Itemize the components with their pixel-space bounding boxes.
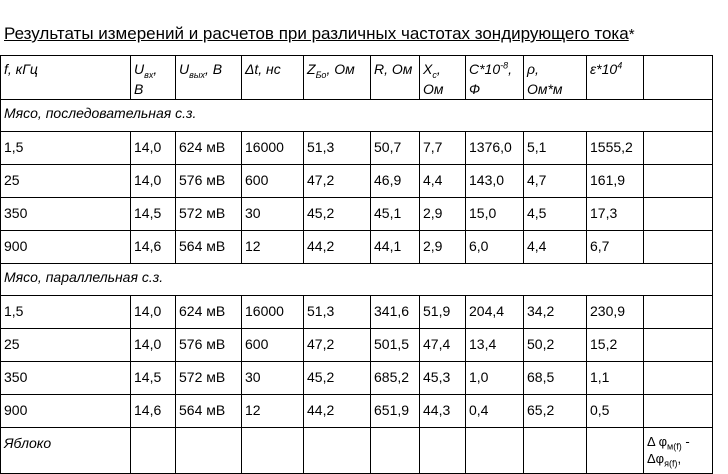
table-cell: 45,1 — [371, 198, 420, 231]
section-label: Мясо, параллельная с.з. — [1, 264, 713, 296]
table-cell: 600 — [242, 165, 304, 198]
table-row — [1, 395, 713, 428]
table-cell: 0,5 — [587, 395, 644, 428]
table-cell: 341,6 — [371, 296, 420, 329]
table-cell: 47,4 — [420, 329, 466, 362]
table-cell: 44,2 — [304, 231, 371, 264]
title-text: Результаты измерений и расчетов при различных частотах зондирующего тока — [4, 24, 629, 43]
table-cell: 14,6 — [131, 231, 176, 264]
table-cell: 6,0 — [466, 231, 524, 264]
table-cell: 25 — [1, 165, 131, 198]
table-cell: 51,9 — [420, 296, 466, 329]
header-extra — [644, 56, 713, 100]
table-cell: 624 мВ — [176, 132, 242, 165]
table-cell: 576 мВ — [176, 329, 242, 362]
table-cell: 576 мВ — [176, 165, 242, 198]
table-cell: 685,2 — [371, 362, 420, 395]
table-cell: 44,2 — [304, 395, 371, 428]
table-cell: 16000 — [242, 132, 304, 165]
table-cell: 14,0 — [131, 165, 176, 198]
header-dt: Δt, нс — [242, 56, 304, 100]
table-cell-empty — [644, 329, 713, 362]
table-row — [1, 165, 713, 198]
table-cell: 600 — [242, 329, 304, 362]
table-cell: 204,4 — [466, 296, 524, 329]
table-cell: 25 — [1, 329, 131, 362]
table-cell: 350 — [1, 362, 131, 395]
table-cell: 45,3 — [420, 362, 466, 395]
table-cell: 68,5 — [524, 362, 587, 395]
table-cell: 13,4 — [466, 329, 524, 362]
table-cell: 14,0 — [131, 296, 176, 329]
table-row — [1, 296, 713, 329]
table-cell: 4,4 — [420, 165, 466, 198]
table-cell: 14,6 — [131, 395, 176, 428]
apple-row — [1, 428, 713, 474]
table-cell: 143,0 — [466, 165, 524, 198]
table-cell: 501,5 — [371, 329, 420, 362]
measurements-table — [0, 55, 713, 474]
phase-difference-cell: Δ $\varphi_{м(f)}$ - $\Delta\varphi_{я(f)}$, — [644, 428, 713, 474]
table-cell: 17,3 — [587, 198, 644, 231]
document-title — [4, 24, 635, 45]
table-cell: 1,5 — [1, 132, 131, 165]
table-cell: 65,2 — [524, 395, 587, 428]
table-cell: 44,3 — [420, 395, 466, 428]
section-row — [1, 264, 713, 296]
table-cell: 5,1 — [524, 132, 587, 165]
table-cell: 1,0 — [466, 362, 524, 395]
table-cell: 350 — [1, 198, 131, 231]
table-cell: 14,0 — [131, 329, 176, 362]
table-cell: 45,2 — [304, 198, 371, 231]
table-row — [1, 198, 713, 231]
table-cell-empty — [644, 395, 713, 428]
table-cell: 16000 — [242, 296, 304, 329]
header-f: f, кГц — [1, 56, 131, 100]
table-cell: 4,5 — [524, 198, 587, 231]
header-eps: $\varepsilon*10^4$ — [587, 56, 644, 100]
table-cell-empty — [644, 231, 713, 264]
table-cell: 34,2 — [524, 296, 587, 329]
table-cell: 1,1 — [587, 362, 644, 395]
section-row — [1, 100, 713, 132]
table-cell: 50,7 — [371, 132, 420, 165]
table-cell-empty — [644, 132, 713, 165]
section-label: Мясо, последовательная с.з. — [1, 100, 713, 132]
table-cell: 44,1 — [371, 231, 420, 264]
table-cell: 900 — [1, 395, 131, 428]
table-row — [1, 329, 713, 362]
table-cell: 900 — [1, 231, 131, 264]
table-cell: 46,9 — [371, 165, 420, 198]
table-cell: 0,4 — [466, 395, 524, 428]
table-cell: 51,3 — [304, 296, 371, 329]
header-row — [1, 56, 713, 100]
table-cell: 14,5 — [131, 198, 176, 231]
table-cell: 47,2 — [304, 329, 371, 362]
table-cell: 564 мВ — [176, 231, 242, 264]
table-cell: 2,9 — [420, 231, 466, 264]
apple-label: Яблоко — [1, 428, 131, 474]
table-cell: 15,2 — [587, 329, 644, 362]
header-r: R, Ом — [371, 56, 420, 100]
table-cell: 14,5 — [131, 362, 176, 395]
table-cell: 1,5 — [1, 296, 131, 329]
table-cell: 1555,2 — [587, 132, 644, 165]
table-cell: 2,9 — [420, 198, 466, 231]
table-cell: 624 мВ — [176, 296, 242, 329]
table-cell: 12 — [242, 395, 304, 428]
table-cell: 4,4 — [524, 231, 587, 264]
header-uvyx: $U_{вых}$, В — [176, 56, 242, 100]
table-cell-empty — [644, 296, 713, 329]
table-cell: 30 — [242, 362, 304, 395]
table-cell: 230,9 — [587, 296, 644, 329]
table-row — [1, 362, 713, 395]
title-footnote-mark: * — [628, 26, 635, 43]
table-cell-empty — [644, 198, 713, 231]
table-cell: 564 мВ — [176, 395, 242, 428]
table-cell: 14,0 — [131, 132, 176, 165]
table-row — [1, 231, 713, 264]
table-cell: 45,2 — [304, 362, 371, 395]
table-cell: 15,0 — [466, 198, 524, 231]
table-row — [1, 132, 713, 165]
table-cell: 50,2 — [524, 329, 587, 362]
table-cell: 51,3 — [304, 132, 371, 165]
table-cell: 1376,0 — [466, 132, 524, 165]
table-cell: 6,7 — [587, 231, 644, 264]
table-cell-empty — [644, 362, 713, 395]
table-cell: 572 мВ — [176, 198, 242, 231]
header-zbo: $Z_{Бо}$, Ом — [304, 56, 371, 100]
table-cell: 4,7 — [524, 165, 587, 198]
table-cell: 12 — [242, 231, 304, 264]
header-rho: ρ, Ом*м — [524, 56, 587, 100]
table-cell-empty — [644, 165, 713, 198]
table-cell: 30 — [242, 198, 304, 231]
header-xc: $X_c$, Ом — [420, 56, 466, 100]
table-cell: 7,7 — [420, 132, 466, 165]
table-cell: 161,9 — [587, 165, 644, 198]
header-c: $C*10^{-8}$, Ф — [466, 56, 524, 100]
table-cell: 47,2 — [304, 165, 371, 198]
table-cell: 572 мВ — [176, 362, 242, 395]
table-cell: 651,9 — [371, 395, 420, 428]
header-uvx: $U_{вх}$, В — [131, 56, 176, 100]
